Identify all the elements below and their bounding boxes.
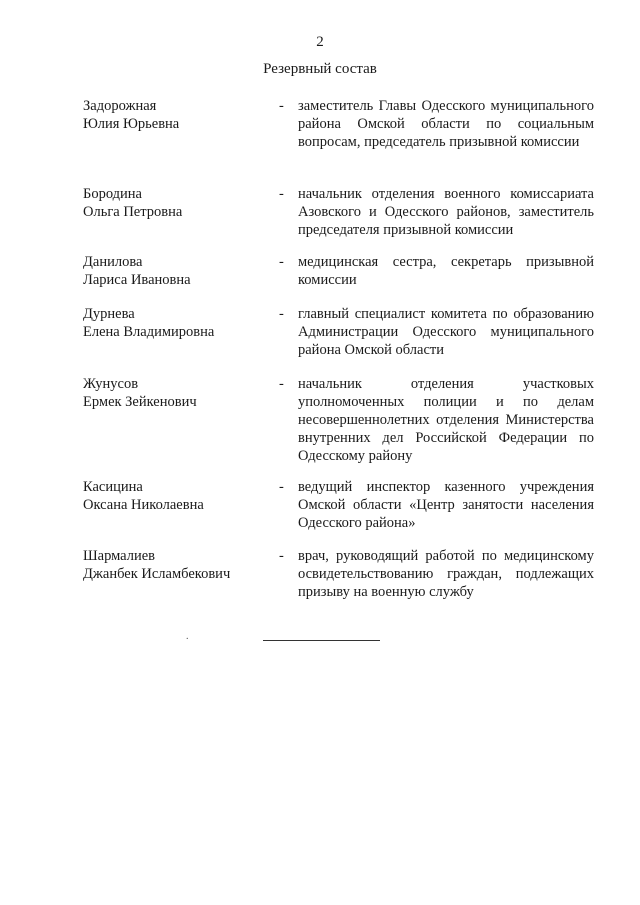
page-number: 2 bbox=[316, 34, 324, 50]
member-role: главный специалист комитета по образованию Администрации Одесского муниципального района Омской области bbox=[298, 306, 594, 358]
separator-dash: - bbox=[279, 548, 284, 564]
member-name bbox=[83, 97, 268, 133]
member-role: медицинская сестра, секретарь призывной комиссии bbox=[298, 254, 594, 288]
member-role: ведущий инспектор казенного учреждения Омской области «Центр занятости населения Одесского района» bbox=[298, 479, 594, 531]
member-first-patronymic: Ольга Петровна bbox=[83, 204, 183, 220]
member-last-name: Задорожная bbox=[83, 98, 157, 114]
section-title: Резервный состав bbox=[263, 61, 377, 77]
member-last-name: Жунусов bbox=[83, 376, 139, 392]
member-first-patronymic: Оксана Николаевна bbox=[83, 497, 204, 513]
separator-dash: - bbox=[279, 186, 284, 202]
separator-dash: - bbox=[279, 306, 284, 322]
member-first-patronymic: Юлия Юрьевна bbox=[83, 116, 180, 132]
member-first-patronymic: Джанбек Исламбекович bbox=[83, 566, 231, 582]
member-name bbox=[83, 547, 268, 583]
separator-dash: - bbox=[279, 98, 284, 114]
member-last-name: Бородина bbox=[83, 186, 142, 202]
member-first-patronymic: Лариса Ивановна bbox=[83, 272, 191, 288]
member-name bbox=[83, 305, 268, 341]
member-role: начальник отделения военного комиссариата Азовского и Одесского районов, заместитель председателя призывной комиссии bbox=[298, 186, 594, 238]
member-first-patronymic: Елена Владимировна bbox=[83, 324, 215, 340]
separator-dash: - bbox=[279, 376, 284, 392]
member-first-patronymic: Ермек Зейкенович bbox=[83, 394, 197, 410]
closing-mark: . bbox=[186, 631, 189, 642]
closing-rule bbox=[263, 640, 380, 641]
member-last-name: Касицина bbox=[83, 479, 143, 495]
member-last-name: Шармалиев bbox=[83, 548, 156, 564]
member-role: врач, руководящий работой по медицинскому освидетельствованию граждан, подлежащих призыву на военную службу bbox=[298, 548, 594, 600]
separator-dash: - bbox=[279, 254, 284, 270]
separator-dash: - bbox=[279, 479, 284, 495]
member-name bbox=[83, 478, 268, 514]
member-role: начальник отделения участковых уполномоченных полиции и по делам несовершеннолетних отделения Министерства внутренних дел Российской Федерации по Одесскому району bbox=[298, 376, 594, 464]
member-name bbox=[83, 253, 268, 289]
member-last-name: Дурнева bbox=[83, 306, 135, 322]
member-name bbox=[83, 375, 268, 411]
member-name bbox=[83, 185, 268, 221]
member-role: заместитель Главы Одесского муниципального района Омской области по социальным вопросам, председатель призывной комиссии bbox=[298, 98, 594, 150]
member-last-name: Данилова bbox=[83, 254, 143, 270]
